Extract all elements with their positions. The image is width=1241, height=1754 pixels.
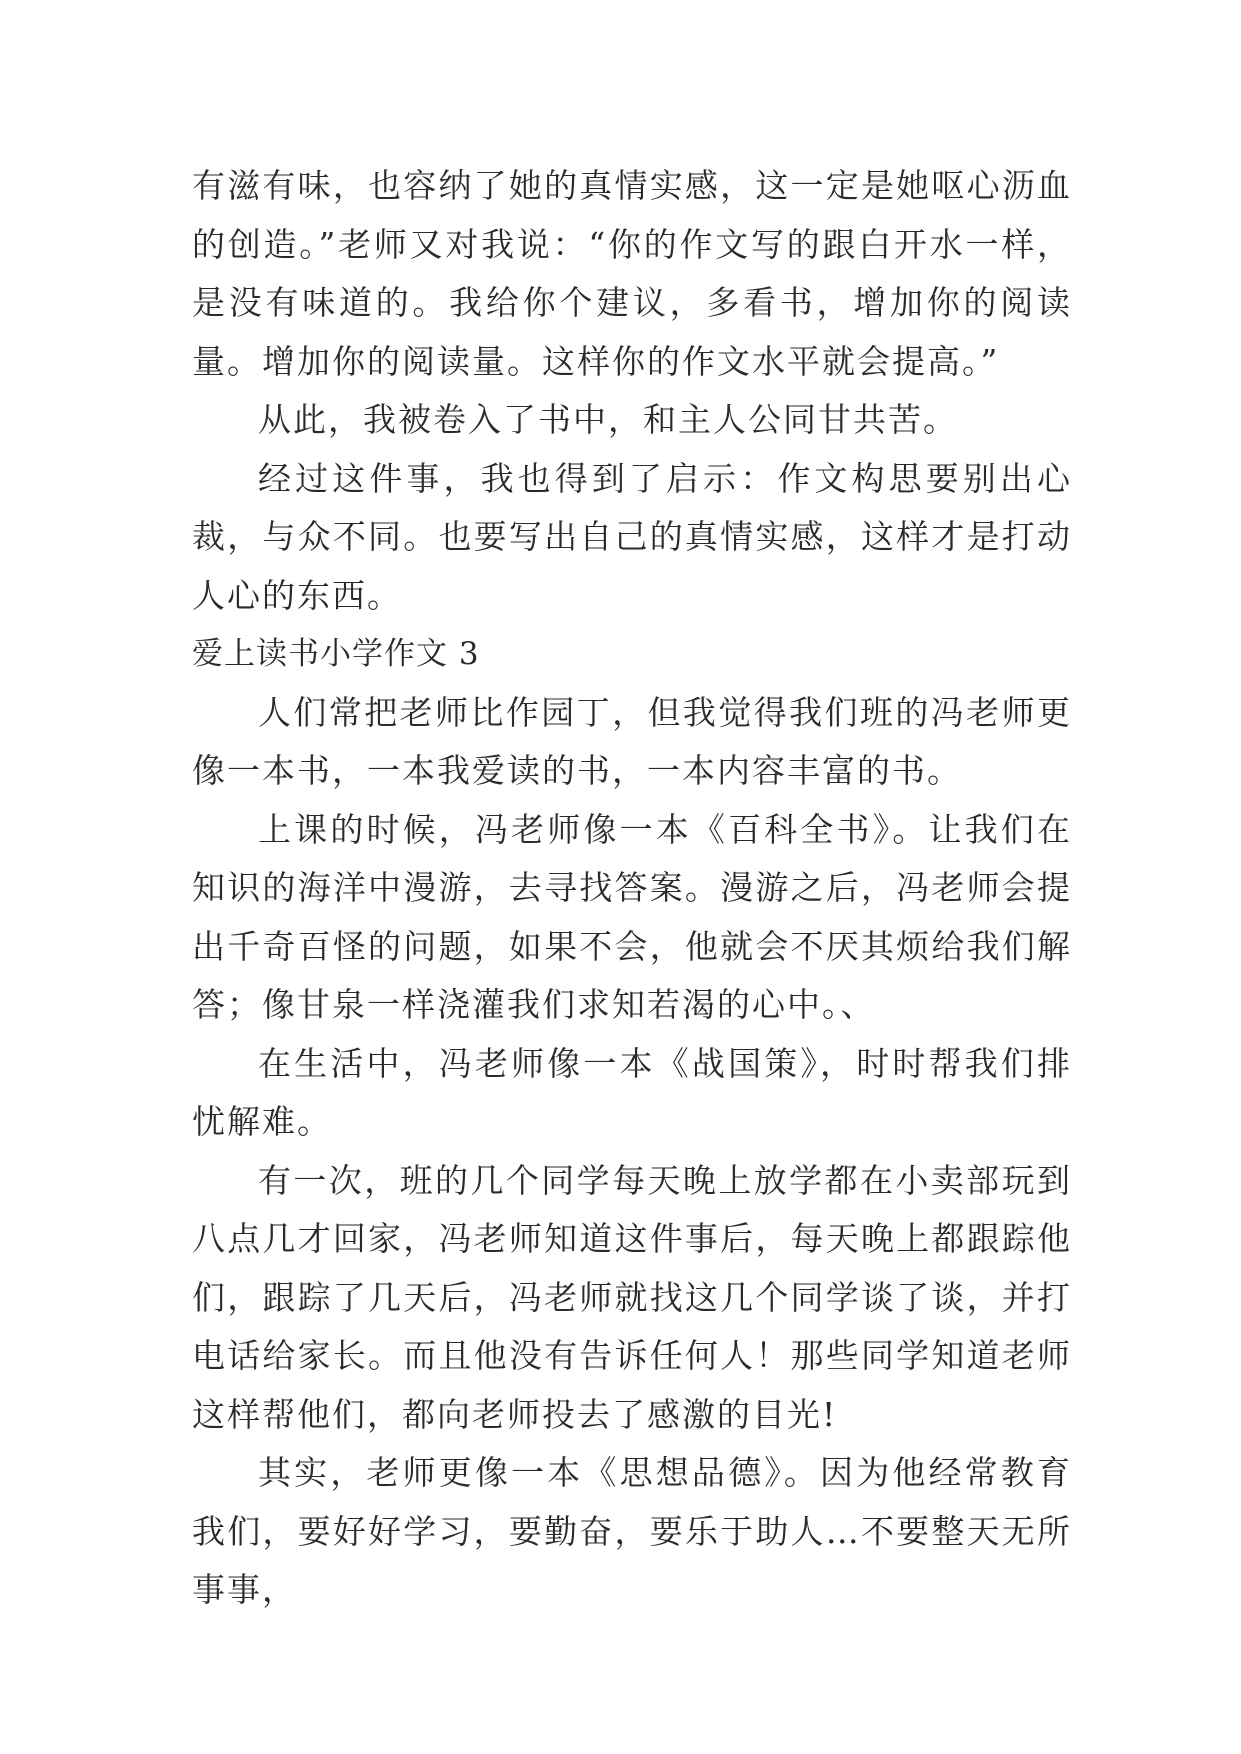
document-body	[192, 157, 1072, 1620]
paragraph-2: 从此，我被卷入了书中，和主人公同甘共苦。	[258, 400, 958, 439]
section-paragraph-2: 上课的时候，冯老师像一本《百科全书》。让我们在知识的海洋中漫游，去寻找答案。漫游之后，冯老师会提出千奇百怪的问题，如果不会，他就会不厌其烦给我们解答；像甘泉一样浇灌我们求知若渴的心中。、	[192, 809, 1072, 1024]
section-title: 爱上读书小学作文 3	[192, 636, 480, 672]
section-paragraph-3: 在生活中，冯老师像一本《战国策》，时时帮我们排忧解难。	[192, 1043, 1072, 1141]
section-paragraph-5: 其实，老师更像一本《思想品德》。因为他经常教育我们，要好好学习，要勤奋，要乐于助人…不要整天无所事事，	[192, 1453, 1072, 1609]
paragraph-3: 经过这件事，我也得到了启示：作文构思要别出心裁，与众不同。也要写出自己的真情实感，这样才是打动人心的东西。	[192, 458, 1072, 615]
section-paragraph-1: 人们常把老师比作园丁，但我觉得我们班的冯老师更像一本书，一本我爱读的书，一本内容丰富的书。	[192, 692, 1072, 790]
section-paragraph-4: 有一次，班的几个同学每天晚上放学都在小卖部玩到八点几才回家，冯老师知道这件事后，每天晚上都跟踪他们，跟踪了几天后，冯老师就找这几个同学谈了谈，并打电话给家长。而且他没有告诉任何人！那些同学知道老师这样帮他们，都向老师投去了感激的目光!	[192, 1160, 1072, 1434]
paragraph-1: 有滋有味，也容纳了她的真情实感，这一定是她呕心沥血的创造。”老师又对我说：“你的作文写的跟白开水一样，是没有味道的。我给你个建议，多看书，增加你的阅读量。增加你的阅读量。这样你的作文水平就会提高。”	[192, 166, 1072, 381]
